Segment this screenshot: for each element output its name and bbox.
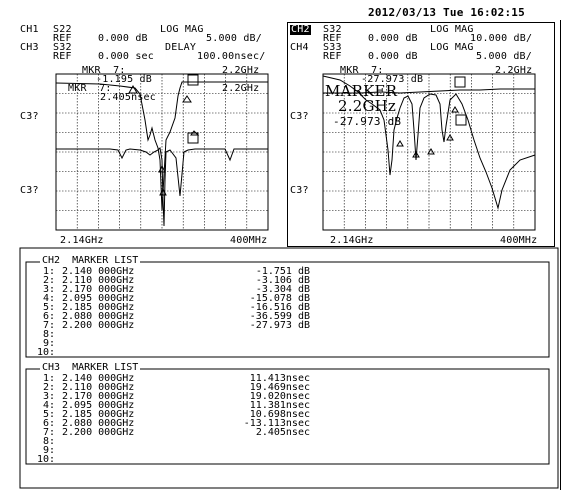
ch1-param: S22 [53,24,72,35]
ch2-list-title: CH2 MARKER LIST [42,255,139,266]
marker-row-value: 19.020nsec [249,391,310,402]
ch4-ref-value: 0.000 dB [368,51,418,62]
ch2-ref-value: 0.000 dB [368,33,418,44]
right-start-freq: 2.14GHz [330,235,374,246]
marker-row-value: -16.516 dB [249,302,310,313]
marker-row-frequency: 2.140 000GHz [62,266,135,277]
right-mkr-freq: 2.2GHz [495,65,533,76]
marker-row-value: -36.599 dB [249,311,310,322]
ch3-label: CH3 [20,42,39,53]
left-mkr-freq: 2.2GHz [222,65,260,76]
marker-row-frequency: 2.200 000GHz [62,427,135,438]
left-mkr-val2: 2.405nsec [100,92,156,103]
marker-row-value: -27.973 dB [249,320,310,331]
ch2-scale: 10.000 dB/ [470,33,533,44]
ch3-scale: 100.00nsec/ [197,51,266,62]
ch4-param: S33 [323,42,342,53]
marker-row-number: 10: [37,454,56,465]
marker-row-number: 1: [43,266,56,277]
marker-row-value: 10.698nsec [249,409,310,420]
marker-row-frequency: 2.095 000GHz [62,293,135,304]
right-c3-label-a: C3? [290,111,309,122]
marker-row-frequency: 2.110 000GHz [62,275,135,286]
ch4-scale: 5.000 dB/ [476,51,532,62]
marker-row-number: 8: [43,329,56,340]
marker-row-number: 3: [43,284,56,295]
left-c3-label-a: C3? [20,111,39,122]
ch2-format: LOG MAG [430,24,474,35]
left-mkr2-freq: 2.2GHz [222,83,260,94]
ch4-ref-label: REF [323,51,342,62]
marker-row-value: -13.113nsec [243,418,310,429]
marker-row-frequency: 2.170 000GHz [62,284,135,295]
left-mkr-label: MKR 7: [82,65,126,76]
marker-row-frequency: 2.200 000GHz [62,320,135,331]
ch4-format: LOG MAG [430,42,474,53]
marker-row-value: 2.405nsec [255,427,310,438]
marker-row-value: -15.078 dB [249,293,310,304]
marker-row-frequency: 2.110 000GHz [62,382,135,393]
left-trace-s32-delay [56,148,268,226]
marker-row-number: 5: [43,302,56,313]
ch2-label: CH2 [291,24,310,35]
ch3-ref-label: REF [53,51,72,62]
left-span: 400MHz [230,235,268,246]
marker-row-frequency: 2.080 000GHz [62,311,135,322]
ch1-label: CH1 [20,24,39,35]
overlay-marker-title: MARKER [325,82,398,100]
marker-row-number: 2: [43,275,56,286]
right-c3-label-b: C3? [290,185,309,196]
marker-row-value: -1.751 dB [255,266,310,277]
ch2-param: S32 [323,24,342,35]
ch1-ref-value: 0.000 dB [98,33,148,44]
marker-row-number: 6: [43,311,56,322]
marker-row-number: 1: [43,373,56,384]
right-span: 400MHz [500,235,538,246]
marker-row-number: 7: [43,320,56,331]
marker-row-number: 9: [43,445,56,456]
marker-row-number: 10: [37,347,56,358]
marker-row-value: 19.469nsec [249,382,310,393]
ch1-scale: 5.000 dB/ [206,33,262,44]
datetime: 2012/03/13 Tue 16:02:15 [368,6,525,19]
marker-row-number: 8: [43,436,56,447]
left-c3-label-b: C3? [20,185,39,196]
marker-row-number: 3: [43,391,56,402]
ch1-format: LOG MAG [160,24,204,35]
marker-row-value: 11.413nsec [249,373,310,384]
overlay-marker-freq: 2.2GHz [338,97,397,115]
marker-row-number: 9: [43,338,56,349]
left-start-freq: 2.14GHz [60,235,104,246]
marker-row-number: 7: [43,427,56,438]
ch3-ref-value: 0.000 sec [98,51,154,62]
marker-row-number: 4: [43,400,56,411]
left-mkr2-label: MKR 7: [68,83,112,94]
marker-row-frequency: 2.140 000GHz [62,373,135,384]
marker-row-frequency: 2.095 000GHz [62,400,135,411]
marker-row-number: 4: [43,293,56,304]
ch3-list-title: CH3 MARKER LIST [42,362,139,373]
marker-row-value: -3.304 dB [255,284,310,295]
marker-row-value: 11.381nsec [249,400,310,411]
marker-row-number: 6: [43,418,56,429]
ch2-ref-label: REF [323,33,342,44]
marker-row-number: 2: [43,382,56,393]
right-mkr-val1: -27.973 dB [361,74,424,85]
right-mkr-label: MKR 7: [340,65,384,76]
ch1-ref-label: REF [53,33,72,44]
marker-row-frequency: 2.080 000GHz [62,418,135,429]
ch4-label: CH4 [290,42,309,53]
left-mkr-val1: -1.195 dB [96,74,152,85]
ch3-param: S32 [53,42,72,53]
ch3-format: DELAY [165,42,197,53]
marker-row-value: -3.106 dB [255,275,310,286]
right-markers [397,77,466,157]
marker-row-frequency: 2.170 000GHz [62,391,135,402]
overlay-marker-value: -27.973 dB [333,115,402,128]
marker-row-number: 5: [43,409,56,420]
marker-row-frequency: 2.185 000GHz [62,409,135,420]
marker-row-frequency: 2.185 000GHz [62,302,135,313]
